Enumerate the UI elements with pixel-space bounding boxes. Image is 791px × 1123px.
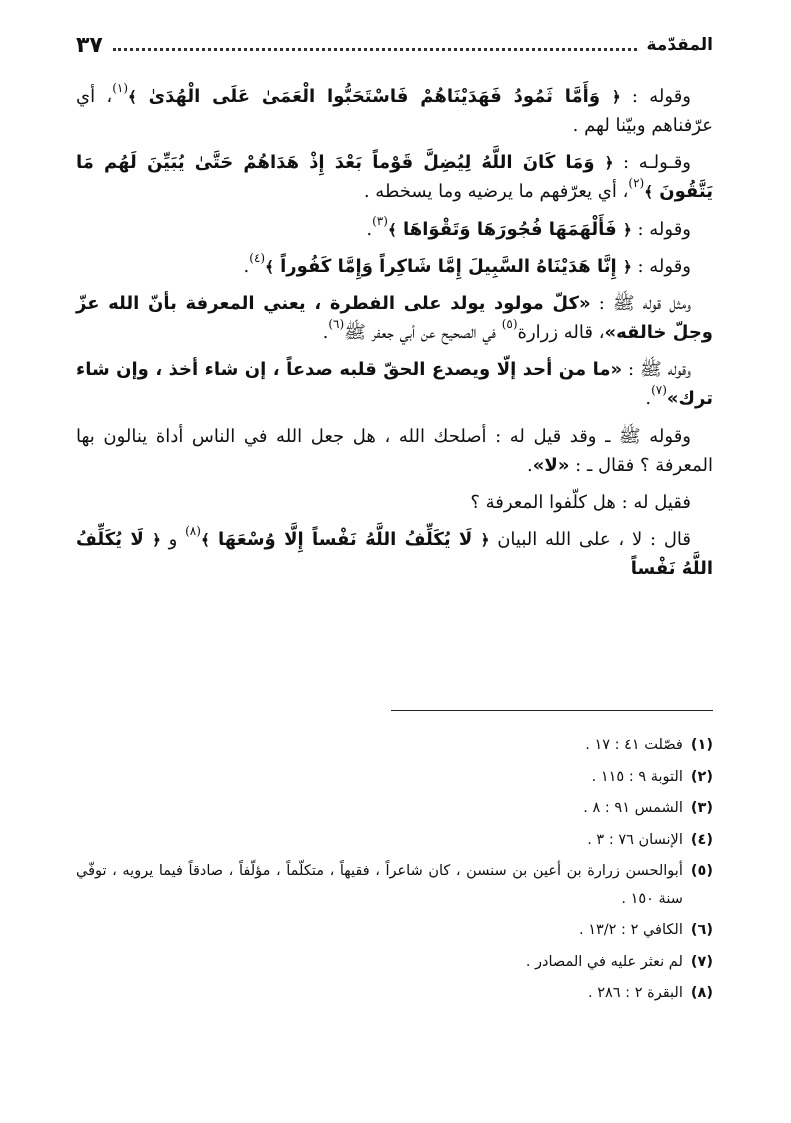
page-number: ٣٧	[76, 32, 103, 58]
quran-close-bracket: ﴾	[644, 183, 654, 202]
paragraph-9	[76, 525, 713, 583]
footnote-ref: (٥)	[501, 317, 518, 332]
paragraph-4	[76, 252, 713, 281]
hadith-quote: «لا»	[532, 454, 570, 476]
hadith-quote: «كلّ مولود يولد على الفطرة ، يعني المعرفة بأنّ الله عزّ وجلّ خالقه»	[76, 292, 713, 344]
footnote-number: (٧)	[690, 953, 713, 970]
quran-open-bracket: ﴿	[604, 154, 614, 173]
footnote-ref: (٢)	[628, 176, 645, 191]
footnote-item	[76, 949, 713, 977]
paragraph-2	[76, 148, 713, 206]
footnote-number: (٣)	[690, 800, 713, 817]
paragraph-tail: .	[366, 218, 373, 240]
footnote-text: فصّلت ٤١ : ١٧ .	[585, 737, 683, 753]
footnote-number: (٦)	[690, 922, 713, 939]
paragraph-lead: وقوله :	[620, 86, 691, 107]
paragraph-tail: ، أي عرّفناهم وبيّنا لهم .	[76, 86, 713, 137]
paragraph-6	[76, 355, 713, 413]
paragraph-tail: .	[527, 454, 533, 476]
footnote-text: البقرة ٢ : ٢٨٦ .	[587, 985, 683, 1002]
footnote-item	[76, 858, 713, 913]
footnote-text: أبوالحسن زرارة بن أعين بن سنسن ، كان شاعراً ، فقيهاً ، متكلّماً ، مؤلّفاً ، صادقاً فيما يرويه ، توفّي سنة ١٥٠ .	[76, 863, 683, 907]
footnote-item	[76, 980, 713, 1008]
quran-verse: لَا يُكَلِّفُ اللَّهُ نَفْساً	[76, 529, 713, 580]
quran-verse: وَمَا كَانَ اللَّهُ لِيُضِلَّ قَوْماً بَعْدَ إِذْ هَدَاهُمْ حَتَّىٰ يُبَيِّنَ لَهُم مَا يَتَّقُونَ	[76, 152, 713, 203]
paragraph-1	[76, 82, 713, 140]
quran-open-bracket: ﴿	[622, 220, 632, 239]
paragraph-lead: ومثل قوله ﷺ :	[590, 292, 692, 314]
paragraph-mid: و	[160, 529, 186, 551]
paragraph-text: فقيل له : هل كلّفوا المعرفة ؟	[470, 491, 691, 513]
paragraph-lead: وقوله ﷺ ـ وقد قيل له : أصلحك الله ، هل جعل الله في الناس أداة ينالون بها المعرفة ؟ فقال ـ :	[76, 425, 713, 476]
footnote-item	[76, 827, 713, 855]
footnote-number: (٨)	[690, 985, 713, 1002]
paragraph-mid: ، قاله زرارة	[517, 322, 605, 344]
quran-open-bracket: ﴿	[152, 531, 161, 550]
footnote-ref: (١)	[112, 81, 129, 95]
footnote-number: (٥)	[690, 863, 713, 880]
paragraph-lead: وقـولـه :	[613, 152, 691, 174]
footnote-number: (٤)	[690, 831, 713, 848]
footnote-text: التوبة ٩ : ١١٥ .	[591, 768, 683, 785]
footnote-item	[76, 795, 713, 823]
quran-close-bracket: ﴾	[387, 220, 397, 239]
footnote-item	[76, 732, 713, 760]
quran-open-bracket: ﴿	[622, 257, 632, 276]
quran-verse: إِنَّا هَدَيْنَاهُ السَّبِيلَ إِمَّا شَاكِراً وَإِمَّا كَفُوراً	[273, 255, 623, 277]
footnote-ref: (٧)	[651, 383, 667, 398]
quran-open-bracket: ﴿	[480, 531, 490, 550]
footnote-item	[76, 764, 713, 792]
footnote-item	[76, 917, 713, 945]
footnote-text: الإنسان ٧٦ : ٣ .	[587, 831, 683, 848]
chapter-title: المقدّمة	[646, 35, 713, 55]
footnote-divider	[391, 710, 713, 711]
paragraph-tail: .	[243, 255, 250, 277]
quran-open-bracket: ﴿	[611, 88, 621, 106]
header-leader-dots	[113, 48, 637, 51]
footnote-ref: (٨)	[185, 524, 201, 539]
quran-close-bracket: ﴾	[265, 257, 274, 276]
paragraph-lead: قال : لا ، على الله البيان	[489, 529, 692, 551]
paragraph-end: .	[322, 322, 329, 344]
paragraph-lead: وقوله ﷺ :	[622, 359, 691, 381]
quran-verse: لَا يُكَلِّفُ اللَّهُ نَفْساً إِلَّا وُسْعَهَا	[209, 529, 481, 551]
paragraph-tail: في الصحيح عن أبي جعفر ﷺ	[344, 322, 502, 344]
footnote-number: (٢)	[690, 768, 713, 785]
paragraph-3	[76, 215, 713, 244]
footnote-text: لم نعثر عليه في المصادر .	[525, 953, 683, 970]
paragraph-tail: .	[645, 388, 652, 410]
quran-close-bracket: ﴾	[128, 88, 137, 106]
paragraph-lead: وقوله :	[631, 218, 691, 240]
footnote-text: الكافي ٢ : ١٣/٢ .	[578, 922, 683, 939]
quran-verse: وَأَمَّا ثَمُودُ فَهَدَيْنَاهُمْ فَاسْتَحَبُّوا الْعَمَىٰ عَلَى الْهُدَىٰ	[136, 86, 612, 107]
footnote-number: (١)	[690, 737, 713, 753]
paragraph-5	[76, 289, 713, 347]
footnote-ref: (٦)	[328, 317, 345, 332]
running-header	[76, 30, 713, 60]
paragraph-7	[76, 422, 713, 480]
paragraph-tail: ، أي يعرّفهم ما يرضيه وما يسخطه .	[363, 181, 629, 203]
quran-close-bracket: ﴾	[200, 531, 210, 550]
main-text	[76, 82, 713, 591]
paragraph-8	[76, 488, 713, 517]
quran-verse: فَأَلْهَمَهَا فُجُورَهَا وَتَقْوَاهَا	[396, 218, 623, 240]
footnote-ref: (٤)	[249, 250, 266, 265]
footnote-ref: (٣)	[372, 213, 388, 228]
footnote-text: الشمس ٩١ : ٨ .	[583, 800, 683, 817]
hadith-quote: «ما من أحد إلّا ويصدع الحقّ قلبه صدعاً ، إن شاء أخذ ، وإن شاء ترك»	[76, 359, 713, 410]
paragraph-lead: وقوله :	[631, 255, 691, 277]
footnotes	[76, 732, 713, 1012]
